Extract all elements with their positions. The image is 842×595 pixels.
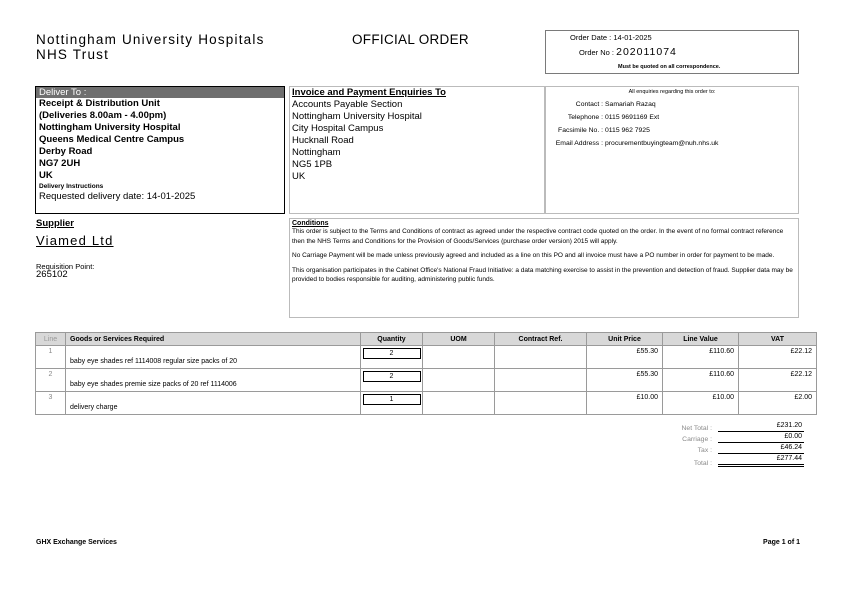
invoice-line: UK bbox=[292, 171, 306, 182]
cell-unit-price: £55.30 bbox=[587, 346, 663, 369]
order-number bbox=[579, 46, 677, 58]
quantity-box: 2 bbox=[363, 348, 421, 359]
deliver-address bbox=[36, 98, 284, 182]
cell-description bbox=[66, 346, 361, 369]
organisation-name bbox=[36, 32, 265, 62]
invoice-address bbox=[290, 99, 544, 183]
cell-unit-price: £10.00 bbox=[587, 392, 663, 415]
cell-uom bbox=[423, 392, 495, 415]
order-date bbox=[570, 33, 652, 42]
deliver-line: NG7 2UH bbox=[39, 158, 81, 169]
invoice-box bbox=[289, 86, 545, 214]
grand-total-label: Total : bbox=[693, 460, 712, 467]
cell-line: 2 bbox=[36, 369, 66, 392]
conditions-box bbox=[289, 218, 799, 318]
item-description: delivery charge bbox=[70, 404, 118, 411]
quantity-box: 2 bbox=[363, 371, 421, 382]
cell-line-value: £110.60 bbox=[663, 369, 739, 392]
enquiry-value: 0115 962 7925 bbox=[605, 127, 650, 134]
net-total-value: £231.20 bbox=[718, 421, 804, 432]
invoice-line: City Hospital Campus bbox=[292, 123, 384, 134]
invoice-line: Hucknall Road bbox=[292, 135, 354, 146]
org-line-1: Nottingham University Hospitals bbox=[36, 32, 265, 47]
net-total-label: Net Total : bbox=[681, 425, 712, 432]
cell-vat: £22.12 bbox=[739, 346, 817, 369]
item-description: baby eye shades ref 1114008 regular size packs of 20 bbox=[70, 358, 238, 365]
cell-vat: £2.00 bbox=[739, 392, 817, 415]
requisition-point: 265102 bbox=[36, 269, 68, 280]
cell-line: 3 bbox=[36, 392, 66, 415]
invoice-line: Nottingham bbox=[292, 147, 341, 158]
header-contract: Contract Ref. bbox=[495, 333, 587, 346]
header-line-value: Line Value bbox=[663, 333, 739, 346]
cell-contract bbox=[495, 369, 587, 392]
invoice-line: NG5 1PB bbox=[292, 159, 333, 170]
deliver-line: Queens Medical Centre Campus bbox=[39, 134, 185, 145]
enquiries-heading: All enquiries regarding this order to: bbox=[628, 89, 716, 95]
order-no-label: Order No : bbox=[579, 48, 615, 57]
enquiry-key: Telephone : bbox=[567, 114, 603, 121]
delivery-instructions-label: Delivery Instructions bbox=[39, 183, 104, 190]
deliver-line: Receipt & Distribution Unit bbox=[39, 98, 160, 109]
quote-note: Must be quoted on all correspondence. bbox=[618, 64, 721, 70]
cell-line-value: £110.60 bbox=[663, 346, 739, 369]
enquiry-row bbox=[546, 111, 798, 124]
header-unit-price: Unit Price bbox=[587, 333, 663, 346]
totals-block bbox=[652, 421, 804, 467]
cell-unit-price: £55.30 bbox=[587, 369, 663, 392]
cell-uom bbox=[423, 369, 495, 392]
order-date-label: Order Date : bbox=[570, 33, 612, 42]
org-line-2: NHS Trust bbox=[36, 47, 110, 62]
enquiry-key: Email Address : bbox=[555, 140, 603, 147]
enquiry-value: procurementbuyingteam@nuh.nhs.uk bbox=[605, 140, 719, 147]
order-date-value: 14-01-2025 bbox=[613, 33, 652, 42]
tax-value: £46.24 bbox=[718, 443, 804, 454]
table-row bbox=[36, 369, 817, 392]
invoice-line: Nottingham University Hospital bbox=[292, 111, 422, 122]
enquiry-row bbox=[546, 124, 798, 137]
table-row bbox=[36, 346, 817, 369]
deliver-to-heading: Deliver To : bbox=[36, 87, 284, 98]
header-goods: Goods or Services Required bbox=[66, 333, 361, 346]
tax-label: Tax : bbox=[697, 447, 712, 454]
requisition-label: Requisition Point: bbox=[36, 262, 95, 271]
cell-contract bbox=[495, 392, 587, 415]
cell-contract bbox=[495, 346, 587, 369]
deliver-line: Derby Road bbox=[39, 146, 93, 157]
deliver-line: UK bbox=[39, 170, 53, 181]
enquiry-row bbox=[546, 137, 798, 150]
cell-vat: £22.12 bbox=[739, 369, 817, 392]
supplier-heading: Supplier bbox=[36, 218, 75, 229]
condition-paragraph: No Carriage Payment will be made unless previously agreed and included as a line on this PO and all invoice must have a PO number in order for payment to be made. bbox=[292, 252, 775, 259]
enquiry-key: Facsimile No. : bbox=[558, 127, 603, 134]
enquiry-key: Contact : bbox=[575, 101, 603, 108]
order-lines-table bbox=[35, 332, 817, 415]
document-title: OFFICIAL ORDER bbox=[352, 32, 469, 47]
grand-total-row bbox=[652, 454, 804, 467]
page-number: Page 1 of 1 bbox=[763, 539, 800, 546]
net-total-row bbox=[652, 421, 804, 432]
header-quantity: Quantity bbox=[361, 333, 423, 346]
enquiries-box bbox=[545, 86, 799, 214]
cell-description bbox=[66, 392, 361, 415]
invoice-line: Accounts Payable Section bbox=[292, 99, 403, 110]
enquiry-value: 0115 9691169 Ext bbox=[605, 114, 660, 121]
carriage-value: £0.00 bbox=[718, 432, 804, 443]
cell-quantity bbox=[361, 369, 423, 392]
enquiries-list bbox=[546, 98, 798, 150]
cell-line-value: £10.00 bbox=[663, 392, 739, 415]
invoice-heading: Invoice and Payment Enquiries To bbox=[292, 87, 446, 98]
quantity-box: 1 bbox=[363, 394, 421, 405]
deliver-line: (Deliveries 8.00am - 4.00pm) bbox=[39, 110, 167, 121]
header-vat: VAT bbox=[739, 333, 817, 346]
carriage-row bbox=[652, 432, 804, 443]
order-info-box bbox=[545, 30, 799, 74]
table-row bbox=[36, 392, 817, 415]
cell-quantity bbox=[361, 392, 423, 415]
condition-paragraph: This organisation participates in the Cabinet Office's National Fraud Initiative: a data matching exercise to assist in the prevention and detection of fraud. Supplier data may be provided to bodies responsible for auditing, administering public funds. bbox=[292, 266, 793, 283]
header-uom: UOM bbox=[423, 333, 495, 346]
tax-row bbox=[652, 443, 804, 454]
cell-uom bbox=[423, 346, 495, 369]
table-header bbox=[36, 333, 817, 346]
cell-line: 1 bbox=[36, 346, 66, 369]
enquiry-row bbox=[546, 98, 798, 111]
cell-quantity bbox=[361, 346, 423, 369]
deliver-line: Nottingham University Hospital bbox=[39, 122, 181, 133]
grand-total-value: £277.44 bbox=[718, 454, 804, 467]
header-line: Line bbox=[36, 333, 66, 346]
condition-paragraph: This order is subject to the Terms and Conditions of contract as agreed under the respective contract code quoted on the order. In the event of no formal contract reference then the NHS Terms and Conditions for the Provision of Goods/Services (purchase order version) 2015 will apply. bbox=[292, 228, 784, 245]
requested-delivery-date: Requested delivery date: 14-01-2025 bbox=[39, 191, 196, 202]
carriage-label: Carriage : bbox=[682, 436, 712, 443]
cell-description bbox=[66, 369, 361, 392]
footer-left: GHX Exchange Services bbox=[36, 539, 117, 546]
conditions-heading: Conditions bbox=[292, 220, 329, 227]
order-no-value: 202011074 bbox=[616, 46, 677, 58]
supplier-name: Viamed Ltd bbox=[36, 233, 114, 248]
deliver-to-box bbox=[35, 86, 285, 214]
item-description: baby eye shades premie size packs of 20 ref 1114006 bbox=[70, 381, 237, 388]
enquiry-value: Samariah Razaq bbox=[605, 101, 656, 108]
